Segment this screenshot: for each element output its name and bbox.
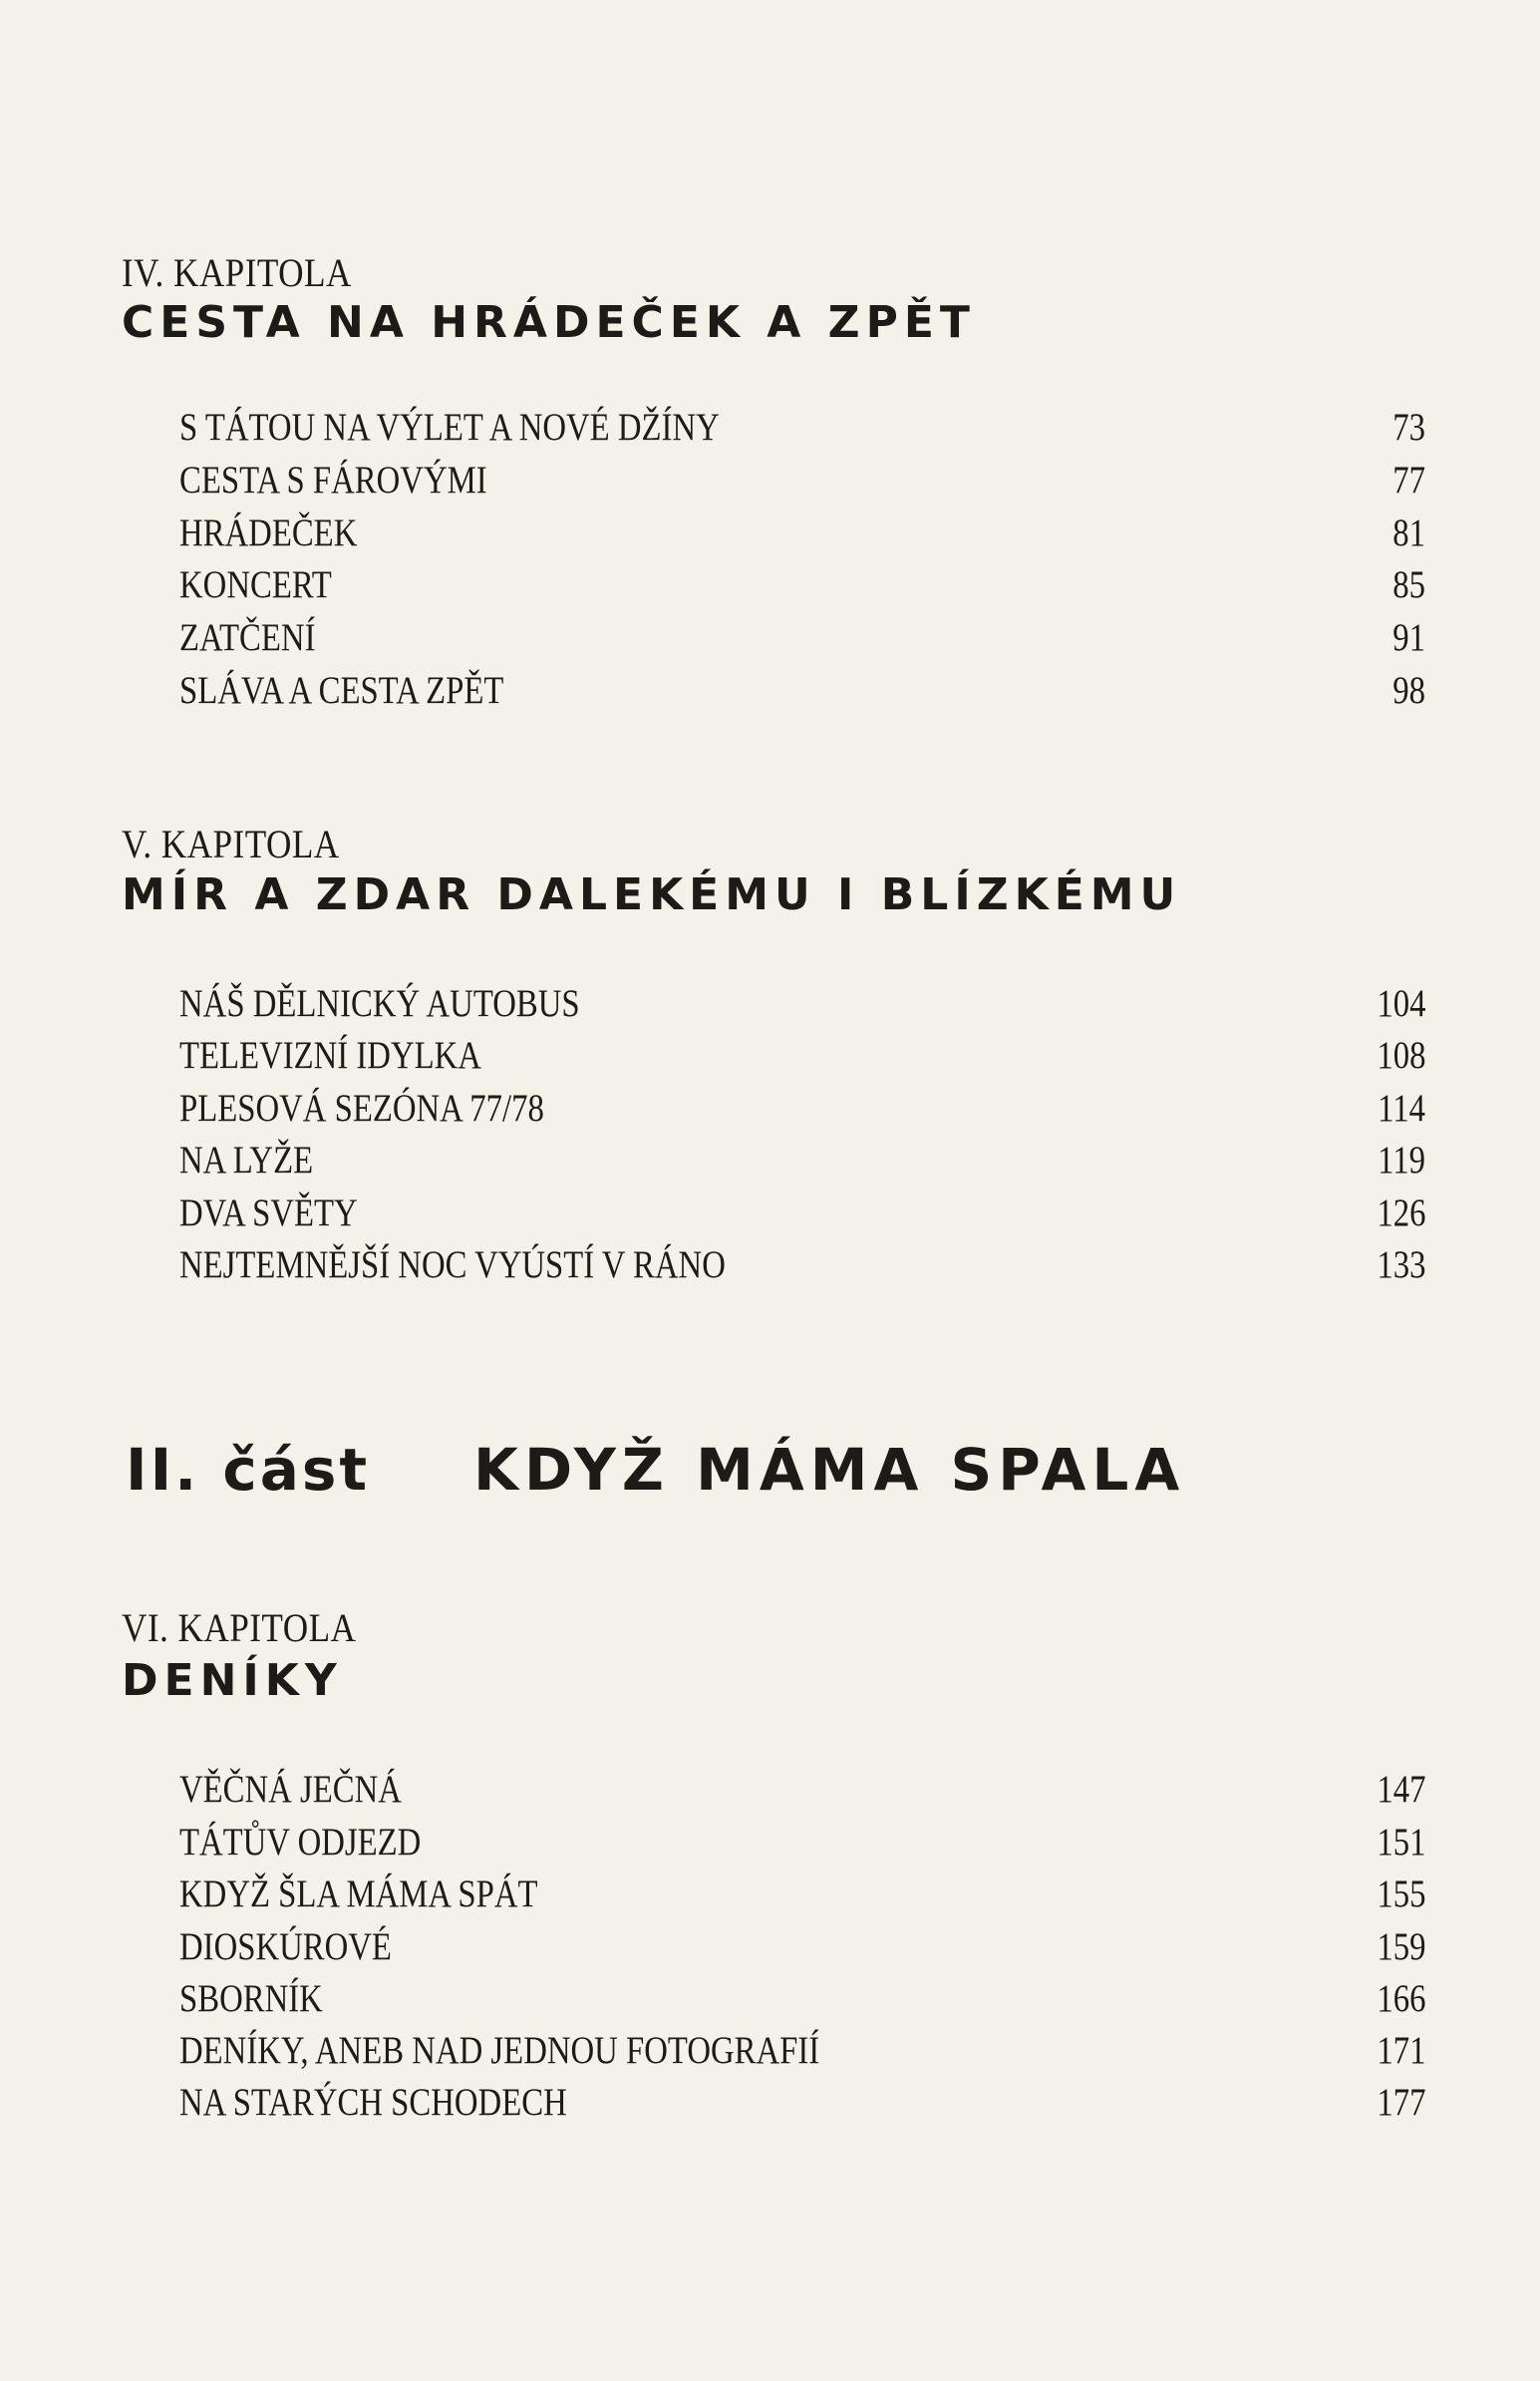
entry-title: S TÁTOU NA VÝLET A NOVÉ DŽÍNY [179,406,720,449]
entry-page: 159 [1376,1925,1425,1968]
chapter-title: MÍR A ZDAR DALEKÉMU I BLÍZKÉMU [122,869,1182,920]
chapter-title: CESTA NA HRÁDEČEK A ZPĚT [122,297,976,348]
toc-entry [179,1242,1425,1294]
entry-page: 98 [1392,669,1425,712]
entry-page: 91 [1392,616,1425,659]
entry-page: 155 [1376,1872,1425,1915]
toc-entry [179,2080,1425,2132]
entry-page: 81 [1392,511,1425,554]
entry-title: SLÁVA A CESTA ZPĚT [179,669,504,712]
chapter-title: DENÍKY [122,1655,343,1706]
toc-entry [179,405,1425,457]
entry-title: DVA SVĚTY [179,1191,358,1234]
toc-entry [179,1033,1425,1085]
entry-title: HRÁDEČEK [179,511,358,554]
entry-page: 126 [1376,1191,1425,1234]
entry-page: 77 [1392,459,1425,502]
toc-entry [179,2028,1425,2080]
entry-title: NA STARÝCH SCHODECH [179,2081,567,2124]
toc-entry [179,615,1425,667]
toc-entry [179,1138,1425,1190]
entry-page: 171 [1376,2029,1425,2072]
toc-entry [179,1871,1425,1923]
entry-page: 133 [1376,1243,1425,1286]
toc-entry [179,458,1425,510]
entry-page: 73 [1392,406,1425,449]
entry-title: KDYŽ ŠLA MÁMA SPÁT [179,1872,538,1915]
entry-page: 166 [1376,1977,1425,2020]
entry-page: 108 [1376,1034,1425,1077]
part-number: II. část [126,1436,371,1504]
entry-title: TÁTŮV ODJEZD [179,1821,422,1864]
toc-entry [179,668,1425,720]
entry-title: KONCERT [179,563,332,606]
toc-entry [179,562,1425,614]
toc-entry [179,1767,1425,1819]
chapter-label: V. KAPITOLA [122,822,340,866]
toc-entry [179,1820,1425,1871]
entry-title: TELEVIZNÍ IDYLKA [179,1034,481,1077]
entry-title: PLESOVÁ SEZÓNA 77/78 [179,1087,544,1130]
entry-page: 104 [1376,982,1425,1025]
part-title: KDYŽ MÁMA SPALA [473,1436,1186,1504]
entry-page: 119 [1378,1139,1425,1182]
entry-page: 147 [1376,1768,1425,1811]
toc-entry [179,1924,1425,1976]
chapter-label: VI. KAPITOLA [122,1605,357,1650]
toc-entry [179,1086,1425,1138]
entry-title: NÁŠ DĚLNICKÝ AUTOBUS [179,982,580,1025]
entry-page: 151 [1376,1821,1425,1864]
toc-entry [179,510,1425,562]
entry-page: 85 [1392,563,1425,606]
entry-title: CESTA S FÁROVÝMI [179,459,487,502]
entry-title: ZATČENÍ [179,616,316,659]
toc-entry [179,981,1425,1033]
entry-title: NEJTEMNĚJŠÍ NOC VYÚSTÍ V RÁNO [179,1243,726,1286]
entry-title: DENÍKY, ANEB NAD JEDNOU FOTOGRAFIÍ [179,2029,820,2072]
chapter-label: IV. KAPITOLA [122,250,352,295]
entry-title: DIOSKÚROVÉ [179,1925,392,1968]
entry-title: VĚČNÁ JEČNÁ [179,1768,402,1811]
entry-title: SBORNÍK [179,1977,323,2020]
entry-page: 114 [1378,1087,1425,1130]
toc-entry [179,1190,1425,1242]
entry-page: 177 [1376,2081,1425,2124]
entry-title: NA LYŽE [179,1139,314,1182]
toc-entry [179,1976,1425,2028]
